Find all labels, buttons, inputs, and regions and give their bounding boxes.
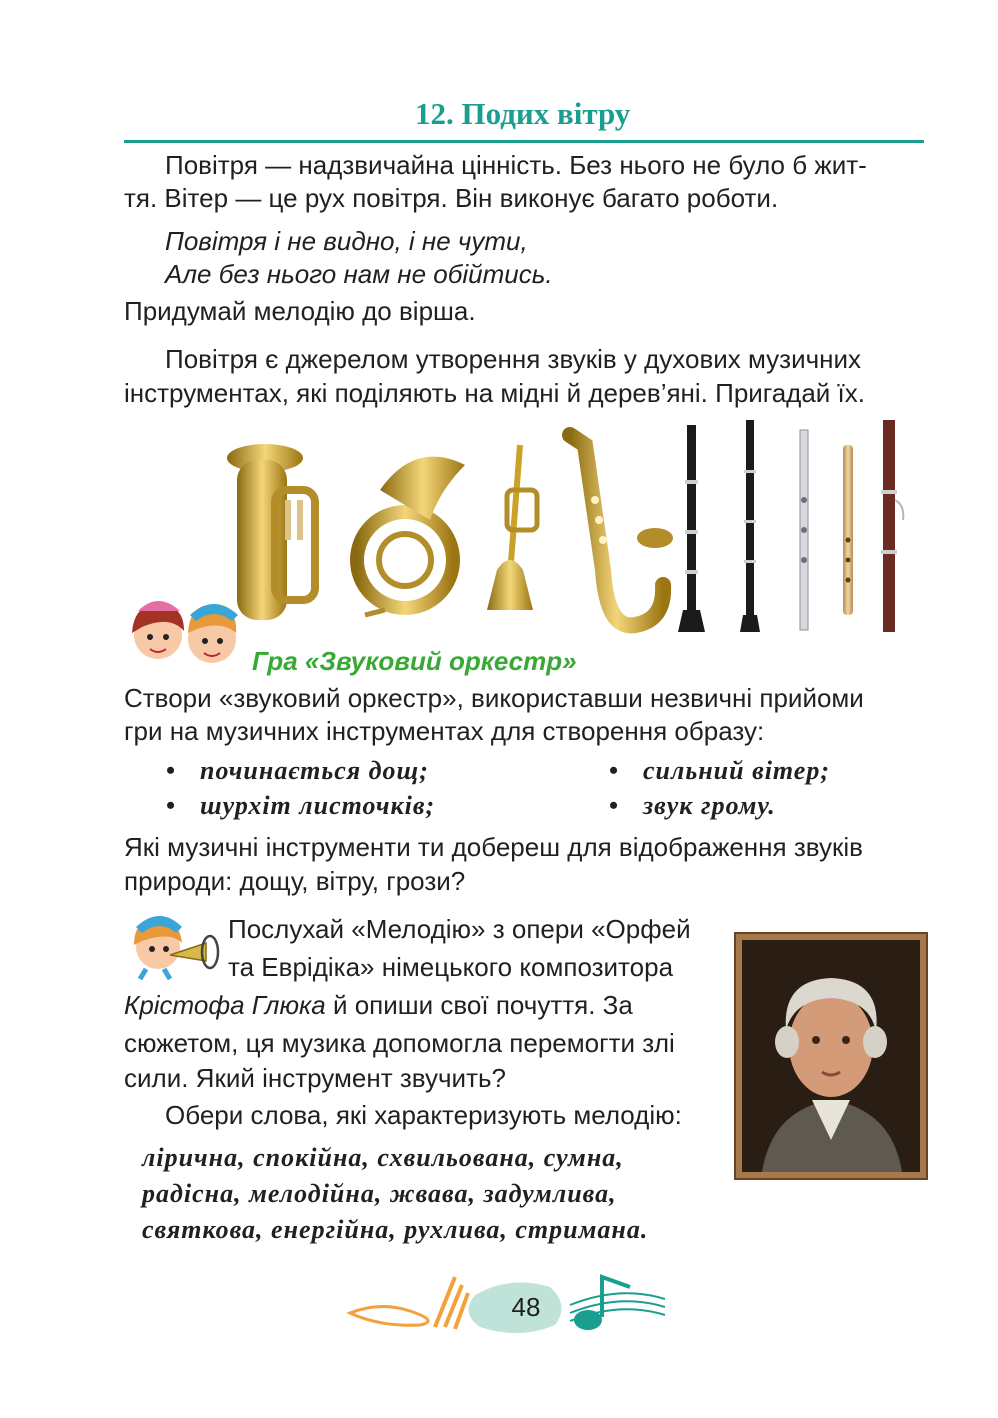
poem-line2: Але без нього нам не обійтись. [165, 259, 553, 289]
french-horn-icon [357, 457, 465, 615]
task-melody: Придумай мелодію до вірша. [124, 296, 476, 326]
children-icon [120, 595, 250, 675]
sopilka-icon [843, 445, 853, 615]
choose-words-instruction: Обери слова, які характеризують мелодію: [165, 1100, 682, 1130]
page-title: 12. Подих вітру [415, 96, 631, 131]
title-rule [124, 140, 924, 143]
listen-line3-rest: й опиши свої почуття. За [325, 990, 633, 1020]
bassoon-icon [881, 420, 903, 632]
wind-instruments-illustration [215, 420, 915, 640]
listen-line2: та Еврідіка» німецького композитора [228, 952, 674, 982]
composer-portrait [736, 934, 926, 1178]
portrait-image [742, 940, 920, 1172]
listen-line3 [124, 984, 633, 1026]
footer-ornament [340, 1265, 670, 1345]
words-line2: радісна, мелодійна, жвава, задумлива, [142, 1179, 617, 1208]
game-title: Гра «Звуковий оркестр» [252, 646, 577, 676]
bullet-wind: • сильний вітер; [643, 750, 830, 792]
saxophone-icon [570, 435, 673, 625]
para1-line1: Повітря — надзвичайна цінність. Без нього не було б жит- [165, 150, 867, 180]
question-line2: природи: дощу, вітру, грози? [124, 866, 466, 896]
poem-line1: Повітря і не видно, і не чути, [165, 226, 528, 256]
listen-line5: сили. Який інструмент звучить? [124, 1063, 506, 1093]
page-number: 48 [511, 1292, 541, 1322]
flute-icon [800, 430, 808, 630]
game-line2: гри на музичних інструментах для створення образу: [124, 716, 765, 746]
trumpet-icon [487, 445, 537, 610]
clarinet-icon [678, 425, 705, 632]
para2-line1: Повітря є джерелом утворення звуків у духових музичних [165, 344, 862, 374]
bullet-thunder: • звук грому. [643, 785, 776, 827]
composer-name: Крістофа Глюка [124, 990, 326, 1020]
question-line1: Які музичні інструменти ти добереш для відображення звуків [124, 832, 863, 862]
words-line3: святкова, енергійна, рухлива, стримана. [142, 1215, 649, 1244]
words-line1: лірична, спокійна, схвильована, сумна, [142, 1143, 624, 1172]
game-line1: Створи «звуковий оркестр», використавши незвичні прийоми [124, 683, 864, 713]
bullet-leaves: • шурхіт листочків; [200, 785, 435, 827]
listen-line4: сюжетом, ця музика допомогла перемогти злі [124, 1028, 675, 1058]
bullet-rain: • починається дощ; [200, 750, 429, 792]
child-trumpet-icon [120, 905, 225, 980]
tuba-icon [227, 444, 315, 620]
para1-line2: тя. Вітер — це рух повітря. Він виконує багато роботи. [124, 183, 779, 213]
para2-line2: інструментах, які поділяють на мідні й дерев’яні. Пригадай їх. [124, 378, 865, 408]
oboe-icon [740, 420, 760, 632]
listen-line1: Послухай «Мелодію» з опери «Орфей [228, 914, 691, 944]
